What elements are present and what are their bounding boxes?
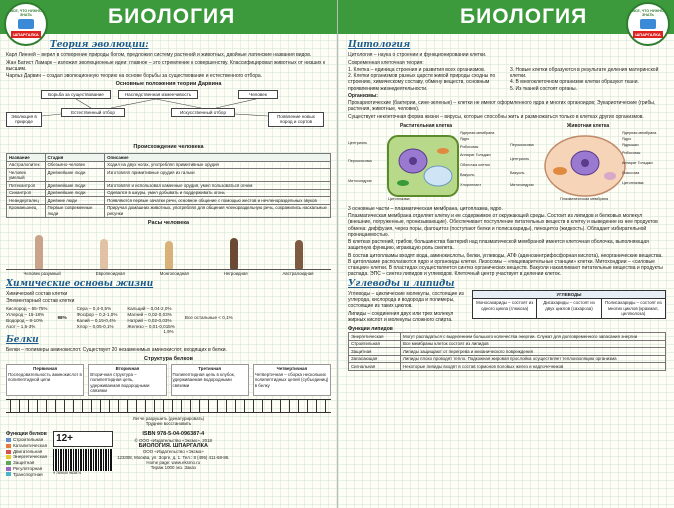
swatch-icon bbox=[6, 438, 11, 442]
box-heredity: Наследственная изменчивость bbox=[118, 90, 198, 99]
struct-title: Структура белков bbox=[144, 355, 193, 362]
swatch-icon bbox=[6, 461, 11, 465]
lipid-text: Липиды – соединения двух или трех молекул жирных кислот и молекулы сложного спирта. bbox=[348, 310, 454, 323]
european-figure bbox=[100, 239, 108, 269]
chem-total2: Все остальные < 0,1% bbox=[184, 315, 233, 321]
copyright: © ООО «Издательство «Эксмо», 2018 bbox=[134, 437, 213, 443]
origin-table bbox=[6, 153, 331, 218]
print-run: Тираж 1000 экз. Заказ bbox=[150, 465, 196, 471]
organisms-title: Организмы: bbox=[348, 92, 378, 99]
right-logo: ВСЕ, ЧТО НУЖНО ЗНАТЬ ШПАРГАЛКА bbox=[626, 2, 670, 46]
lamark-text: Жан Батист Ламарк – изложил эволюционные идеи: главное – это стремление к совершенству. Классифицировал животных от низших к высшим. bbox=[6, 59, 326, 72]
cell-theory-title: Современная клеточная теория: bbox=[348, 59, 424, 66]
carb-title: Углеводы и липиды bbox=[348, 278, 455, 289]
right-banner: БИОЛОГИЯ bbox=[338, 0, 674, 34]
swatch-icon bbox=[6, 472, 11, 476]
functions-title: Функции белков bbox=[6, 430, 47, 437]
diagram-arrows bbox=[6, 90, 331, 142]
darwin-diagram bbox=[6, 90, 331, 142]
mongoloid-figure bbox=[165, 241, 173, 269]
left-banner: БИОЛОГИЯ bbox=[0, 0, 337, 34]
swatch-icon bbox=[6, 450, 11, 454]
table-row: Сигнальная Некоторые липиды входят в состав гормонов половых желез и надпочечников bbox=[349, 363, 666, 371]
table-row: Синантроп Древнейшие люди Одевался в шкуры, умел добывать и поддерживать огонь bbox=[7, 189, 331, 197]
human-figure bbox=[35, 235, 43, 269]
cytoplasm-text: В состав цитоплазмы входят вода, аминокислоты, белки, углеводы, АТФ (аденозинтрифосфорная кислота), неорганические вещества. В цитоплазме располагаются ядро и органоиды клетки. Лизосомы – «пищеварительные станции» клетки. Митохондрии – «силовые станции» клетки. В пластидах осуществляется синтез органических веществ. Вакуоли накапливают питательные вещества и продукты распада. ЭПС – синтез липидов и углеводов. Клеточный центр участвует в делении клеток. bbox=[348, 252, 663, 278]
cells-illustration bbox=[348, 123, 666, 203]
lipid-table bbox=[348, 332, 666, 371]
table-row: Строительная Все мембраны клеток состоят из липидов bbox=[349, 340, 666, 348]
negroid-figure bbox=[230, 238, 238, 269]
cytology-title: Цитология bbox=[348, 40, 411, 50]
darwin-title: Основные положения теории Дарвина bbox=[115, 81, 222, 88]
isbn: ISBN 978-5-04-096387-4 bbox=[142, 430, 205, 437]
origin-title: Происхождение человека bbox=[133, 144, 204, 151]
book-icon bbox=[640, 19, 656, 29]
chem-total: 1,9% bbox=[163, 329, 174, 335]
struct-primary: Первичная Последовательность аминокислот в полипептидной цепи bbox=[6, 364, 84, 396]
list-item: Каталитическая bbox=[6, 443, 47, 449]
carb-box: УГЛЕВОДЫ Моносахариды – состоят из одного цикла (глюкоза) Дисахариды – состоят из двух циклов (сахароза) Полисахариды – состоят из многих циклов (крахмал, целлюлоза) bbox=[472, 290, 666, 319]
carb-box-head: УГЛЕВОДЫ bbox=[473, 291, 665, 300]
struct-tertiary: Третичная Полипептидная цепь в клубок, удерживаемая водородными связями bbox=[171, 364, 249, 396]
homepage: Home page: www.eksmo.ru bbox=[146, 459, 201, 465]
denat-hard: Труднее восстановить bbox=[145, 421, 192, 427]
table-row: Австралопитек Обезьяно-человек Ходил на двух ногах, употреблял примитивные орудия bbox=[7, 161, 331, 169]
table-row: Человек умелый Древнейшие люди Изготовлял примитивные орудия из гальки bbox=[7, 169, 331, 182]
cell-theory bbox=[348, 67, 666, 92]
lipid-func-title: Функции липидов bbox=[348, 326, 393, 332]
chem-col3: Кальций – 0,04-2,0% Магний – 0,02-0,03% Натрий – 0,02-0,03% Железо – 0,01-0,015% bbox=[127, 306, 175, 329]
swatch-icon bbox=[6, 444, 11, 448]
left-logo: ВСЕ, ЧТО НУЖНО ЗНАТЬ ШПАРГАЛКА bbox=[4, 2, 48, 46]
prokaryotes-text: Прокариотические (бактерии, сине-зеленые) – клетки не имеют оформленного ядра и многих органоидов; Эукариотические (грибы, растения, животные, человек). bbox=[348, 100, 656, 113]
right-content bbox=[348, 40, 666, 371]
chem-sub1: Химический состав клетки bbox=[6, 290, 68, 297]
list-item: Защитная bbox=[6, 460, 47, 466]
list-item: Строительная bbox=[6, 437, 47, 443]
box-human: Человек bbox=[238, 90, 278, 99]
australoid-figure bbox=[295, 240, 303, 269]
imprint bbox=[53, 431, 229, 477]
chem-sub2: Элементарный состав клетки bbox=[6, 298, 75, 305]
chem-elements bbox=[6, 306, 331, 329]
table-row: Защитная Липиды защищают от перегрева и механического повреждения bbox=[349, 348, 666, 356]
carb-text: Углеводы – циклические молекулы, состоящие из углерода, кислорода и водорода и полимеры, состоящие из таких циклов. bbox=[348, 290, 464, 310]
publisher: ООО «Издательство «Эксмо» bbox=[142, 449, 204, 455]
address: 123308, Москва, ул. Зорге, д. 1. Тел.: 8 (495) 411-68-86. bbox=[117, 454, 230, 460]
plant-cell-title: Растительная клетка bbox=[399, 122, 453, 129]
chem-title: Химические основы жизни bbox=[6, 278, 154, 289]
denat-easy: Легче разрушить (денатурировать) bbox=[132, 415, 205, 421]
swatch-icon bbox=[6, 455, 11, 459]
product-title: БИОЛОГИЯ. ШПАРГАЛКА bbox=[138, 442, 208, 449]
cell-parts: 3 основные части – плазматическая мембрана, цитоплазма, ядро. bbox=[348, 205, 503, 212]
plant-cell: Растительная клетка Центриоль Пероксисома Митохондрия Ядерная мембрана Ядро Рибосомы Аппарат Гольджи Оболочка клетки Вакуоль Хлоропласт Цитоплазма bbox=[348, 123, 504, 203]
theory-left: 1. Клетка – единица строения и развития всех организмов. 2. Клетки организмов разных царств живой природы сходны по строению, химическому составу, обмену веществ, основным проявлениям жизнедеятельности. bbox=[348, 66, 496, 92]
age-rating: 12+ bbox=[53, 431, 113, 448]
barcode-icon bbox=[53, 449, 113, 471]
races-title: Расы человека bbox=[147, 219, 190, 226]
struct-quaternary: Четвертичная Четвертичная – сборка нескольких полипептидных цепей (субъединиц) в белку bbox=[253, 364, 331, 396]
animal-cell-title: Животная клетка bbox=[566, 122, 610, 129]
carb-block bbox=[348, 290, 666, 324]
list-item: Двигательная bbox=[6, 449, 47, 455]
proteins-title: Белки bbox=[6, 335, 39, 346]
book-icon bbox=[18, 19, 34, 29]
theory-right: 3. Новые клетки образуются в результате деления материнской клетки. 4. В многоклеточном организме клетки образуют ткани. 5. Из тканей состоят органы. bbox=[510, 66, 659, 92]
protein-chain-illustration bbox=[6, 399, 331, 413]
chem-col1: Кислород – 65-75% Углерод – 15-18% Водород – 8-10% Азот – 1,5-3% bbox=[6, 306, 48, 329]
linney-text: Карл Линней – верил в сотворение природы богом, предложил систему растений и животных, двойные латинские названия видов. bbox=[6, 52, 312, 59]
th-name: Название bbox=[7, 154, 46, 162]
races-figures bbox=[6, 228, 331, 270]
barcode-number: 9 785040 963874 bbox=[53, 471, 82, 476]
viruses-text: Существует неклеточная форма жизни – вирусы, которые способны жить и размножаться только в клетках других организмов. bbox=[348, 113, 644, 120]
wall-text: В клетках растений, грибов, большинства бактерий над плазматической мембраной имеется клеточная оболочка, выполняющая защитную функцию, играющую роль скелета. bbox=[348, 239, 649, 252]
proteins-text: Белки – полимеры аминокислот. Существует 20 незаменимых аминокислот, входящих в белки. bbox=[6, 347, 227, 354]
struct-secondary: Вторичная Вторичная структура – полипептидная цепь, удерживаемая водородными связями bbox=[88, 364, 166, 396]
membrane-text: Плазматическая мембрана отделяет клетку и ее содержимое от окружающей среды. Состоит из липидов и белковых молекул (внешние, погруженные, пронизывающие). Обеспечивает поступление питательных веществ в клетку и выведение из нее продуктов обмена: диффузия, через поры, фагоцитоз (поступают белки и полисахариды), пиноцитоз (жидкость). Обладает избирательной проницаемостью. bbox=[348, 213, 658, 238]
cytology-def: Цитология – наука о строении и функционировании клетки. bbox=[348, 52, 487, 59]
functions-block bbox=[6, 431, 331, 477]
races-labels: Человек разумный Европеоидная Монголоидная Негроидная Австралоидная bbox=[23, 271, 314, 277]
box-natural: Естественный отбор bbox=[61, 108, 125, 117]
table-row: Неандерталец Древние люди Появляются первые зачатки речи, основное общение с помощью жестов и нечленораздельных звуков bbox=[7, 197, 331, 205]
list-item: Транспортная bbox=[6, 472, 47, 478]
animal-cell: Животная клетка Пероксисома Центриоль Вакуоль Митохондрия Ядерная мембрана Ядро Ядрышко Рибосомы Аппарат Гольджи Лизосома Цитоплазма Плазматическая мембрана bbox=[510, 123, 666, 203]
list-item: Регуляторная bbox=[6, 466, 47, 472]
table-row: Питекантроп Древнейшие люди Изготовлял и использовал каменные орудия, умел пользоваться огнем bbox=[7, 182, 331, 190]
right-page bbox=[337, 0, 674, 508]
protein-structures bbox=[6, 364, 331, 396]
chem-pct: 98% bbox=[57, 315, 67, 321]
theory-title: Теория эволюции: bbox=[50, 40, 149, 50]
th-desc: Описание bbox=[105, 154, 331, 162]
box-evolution: Эволюция в природе bbox=[6, 112, 42, 127]
functions-list bbox=[6, 437, 47, 477]
table-row: Кроманьонец Первые современные люди Приручал домашних животных, употреблял для общения членораздельную речь, сохранились наскальные рисунки bbox=[7, 204, 331, 217]
left-content bbox=[6, 40, 331, 477]
chem-col2: Сера – 0,4-0,5% Фосфор – 0,2-1,0% Калий – 0,15-0,4% Хлор – 0,05-0,1% bbox=[76, 306, 118, 329]
darwin-text: Чарльз Дарвин – создал эволюционную теорию на основе борьбы за существование и естественного отбора. bbox=[6, 73, 263, 79]
box-artificial: Искусственный отбор bbox=[171, 108, 235, 117]
box-struggle: Борьба за существование bbox=[41, 90, 111, 99]
table-row: Запасающая Липиды плохо проводят тепло. Подкожная жировая прослойка осуществляет теплоизоляцию организма bbox=[349, 355, 666, 363]
box-new-breeds: Появление новых пород и сортов bbox=[268, 112, 324, 127]
table-row: Энергетическая Могут распадаться с выделением большого количества энергии. Служат для долговременного запасания энергии bbox=[349, 333, 666, 341]
th-stage: Стадия bbox=[45, 154, 105, 162]
swatch-icon bbox=[6, 467, 11, 471]
list-item: Энергетическая bbox=[6, 454, 47, 460]
